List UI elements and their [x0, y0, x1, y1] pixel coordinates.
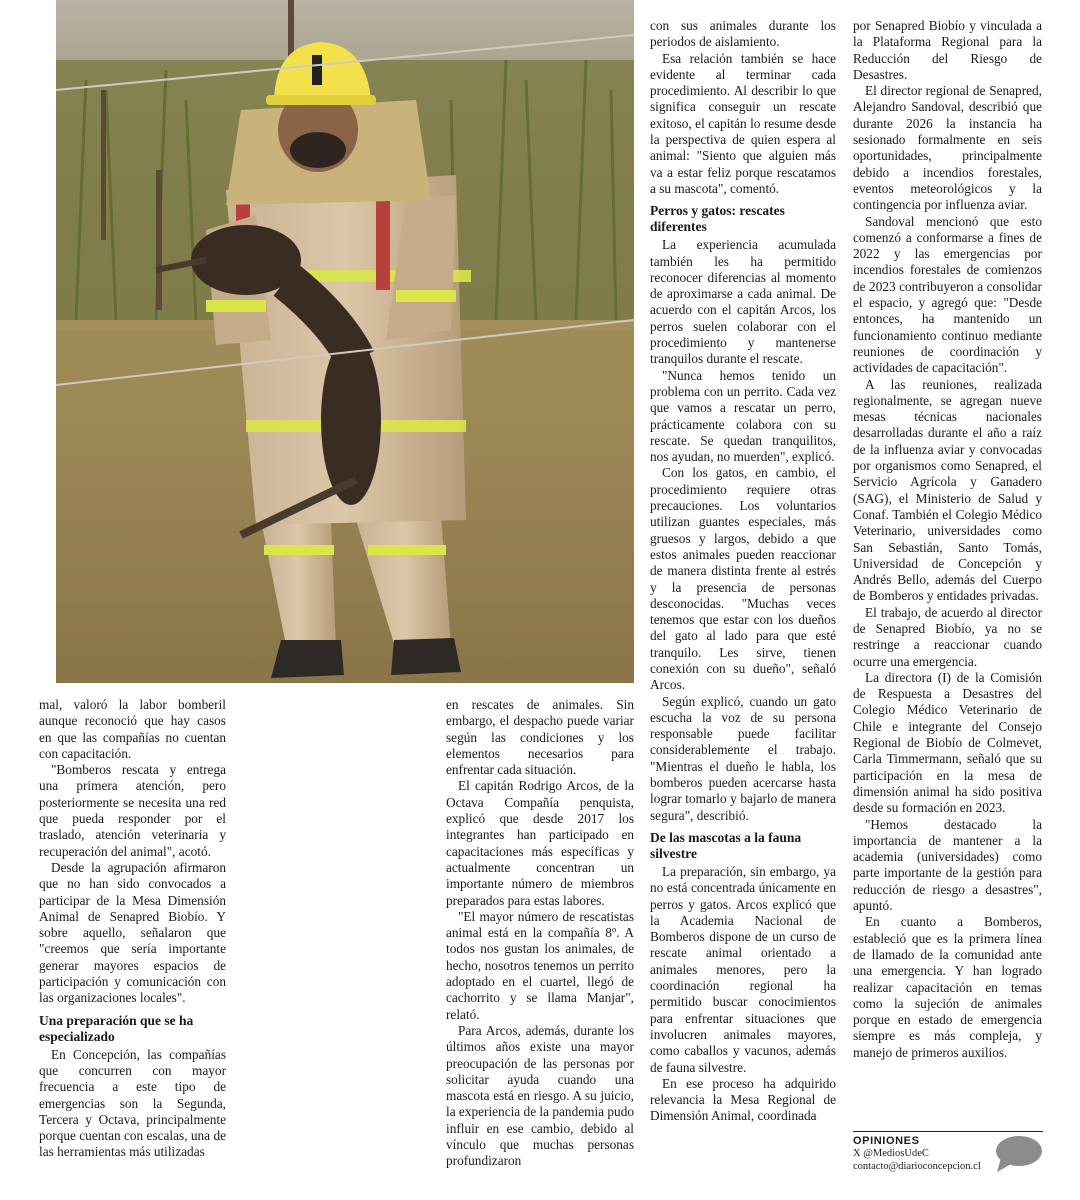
- paragraph: En cuanto a Bomberos, estableció que es la primera línea de llamado de la comunidad ante una emergencia. Y han logrado realizar capacitación en temas como la sujeción de animales porque en estado de emergencia siempre es más compleja, y manejo de primeros auxilios.: [853, 914, 1042, 1060]
- paragraph: Desde la agrupación afirmaron que no han sido convocados a participar de la Mesa Dimensión Animal de Senapred Biobío. Y sobre aquello, señalaron que "creemos que sería importante generar mayores espacios de participación y comunicación con las organizaciones locales".: [39, 859, 226, 1006]
- paragraph: En Concepción, las compañías que concurren con mayor frecuencia a este tipo de emergencias son la Segunda, Tercera y Octava, principalmente porque cuentan con escalas, una de las herramientas más utilizadas: [39, 1046, 226, 1160]
- article-column-3: [650, 18, 836, 1188]
- paragraph: en rescates de animales. Sin embargo, el despacho puede variar según las condiciones y los elementos necesarios para enfrentar cada situación.: [446, 697, 634, 778]
- paragraph: "Bomberos rescata y entrega una primera atención, pero posteriormente se necesita una red que pueda responder por el traslado, atención veterinaria y recuperación del animal", acotó.: [39, 762, 226, 859]
- paragraph: con sus animales durante los periodos de aislamiento.: [650, 18, 836, 50]
- article-column-4: [853, 18, 1042, 1128]
- paragraph: Según explicó, cuando un gato escucha la voz de su persona responsable puede facilitar considerablemente el trabajo. "Mientras el dueño le habla, los bomberos pueden acercarse hasta lograr tomarlo y bajarlo de manera segura", describió.: [650, 693, 836, 823]
- paragraph: mal, valoró la labor bomberil aunque reconoció que hay casos en que las compañías no cuentan con capacitación.: [39, 697, 226, 761]
- opinions-footer: [853, 1131, 1043, 1192]
- paragraph: por Senapred Biobío y vinculada a la Plataforma Regional para la Reducción del Riesgo de Desastres.: [853, 18, 1042, 82]
- paragraph: "Nunca hemos tenido un problema con un perrito. Cada vez que vamos a rescatar un perro, prácticamente colabora con su rescate. Se quedan tranquilitos, nos ayudan, no muerden", explicó.: [650, 367, 836, 465]
- paragraph: La directora (I) de la Comisión de Respuesta a Desastres del Colegio Médico Veterinario de Chile e integrante del Consejo Regional de Biobío de Colmevet, Carla Timmermann, señaló que su participación en la mesa de dimensión animal ha sido positiva desde su formación en 2023.: [853, 669, 1042, 816]
- section-heading: De las mascotas a la fauna silvestre: [650, 829, 802, 861]
- paragraph: El director regional de Senapred, Alejandro Sandoval, describió que durante 2026 la instancia ha sesionado formalmente en seis oportunidades, principalmente debido a incendios forestales, eventos meteorológicos y la contingencia por influenza aviar.: [853, 83, 1042, 213]
- paragraph: A las reuniones, realizada regionalmente, se agregan nueve mesas técnicas nacionales desarrolladas durante el año a raíz de la influenza aviar y convocadas por organismos como Senapred, el Servicio Agrícola y Ganadero (SAG), el Ministerio de Salud y Conaf. También el Colegio Médico Veterinario, universidades como San Sebastián, Santo Tomás, Universidad de Concepción y Andrés Bello, además del Cuerpo de Bomberos y entidades privadas.: [853, 376, 1042, 604]
- paragraph: "Hemos destacado la importancia de mantener a la academia (universidades) como parte importante de la gestión para reducción de riesgo a desastres", apuntó.: [853, 816, 1042, 914]
- paragraph: Sandoval mencionó que esto comenzó a conformarse a fines de 2022 y las emergencias por incendios forestales de comienzos de 2023 contribuyeron a consolidar el espacio, y agregó que: "Desde entonces, ha mantenido un funcionamiento continuo mediante reuniones de coordinación y actividades de capacitación".: [853, 213, 1042, 376]
- paragraph: El capitán Rodrigo Arcos, de la Octava Compañía penquista, explicó que desde 2017 los integrantes han participado en capacitaciones más específicas y actualmente concentran un importante número de miembros preparados para estas labores.: [446, 778, 634, 908]
- paragraph: Con los gatos, en cambio, el procedimiento requiere otras precauciones. Los voluntarios utilizan guantes especiales, más gruesos y largos, debido a que estos animales pueden reaccionar de manera distinta frente al estrés y la presencia de personas desconocidas. "Muchas veces tenemos que estar con los dueños del gato al lado para que esté tranquilo. Les sirve, tienen conexión con su dueño", señaló Arcos.: [650, 465, 836, 693]
- article-column-1: [39, 697, 226, 1187]
- paragraph: Esa relación también se hace evidente al terminar cada procedimiento. Al describir lo que significa conseguir un rescate exitoso, el capitán lo resume desde la perspectiva de quien espera al animal: "Siento que alguien más va a estar feliz porque rescatamos a su mascota", comentó.: [650, 50, 836, 196]
- paragraph: Para Arcos, además, durante los últimos años existe una mayor preocupación de las personas por solicitar ayuda cuando una mascota está en riesgo. A su juicio, la experiencia de la pandemia pudo influir en ese cambio, debido al vínculo que muchas personas profundizaron: [446, 1022, 634, 1169]
- contact-email[interactable]: contacto@diarioconcepcion.cl: [853, 1161, 981, 1172]
- section-heading: Una preparación que se ha especializado: [39, 1012, 194, 1044]
- paragraph: La preparación, sin embargo, ya no está concentrada únicamente en perros y gatos. Arcos explicó que la Academia Nacional de Bomberos dispone de un curso de rescate animal orientado a animales menores, pero la coordinación regional ha permitido buscar conocimientos para enfrentar situaciones que involucren animales mayores, como caballos y vacunos, además de fauna silvestre.: [650, 863, 836, 1075]
- opinions-label: OPINIONES: [853, 1135, 920, 1147]
- section-heading: Perros y gatos: rescates diferentes: [650, 203, 785, 235]
- paragraph: El trabajo, de acuerdo al director de Senapred Biobío, ya no se restringe a reaccionar cuando ocurre una emergencia.: [853, 604, 1042, 669]
- paragraph: En ese proceso ha adquirido relevancia la Mesa Regional de Dimensión Animal, coordinada: [650, 1075, 836, 1124]
- social-handle[interactable]: X @MediosUdeC: [853, 1148, 929, 1159]
- paragraph: "El mayor número de rescatistas animal está en la compañía 8º. A todos nos gustan los animales, de hecho, nosotros tenemos un perrito adoptado en el cuartel, llegó de cachorrito y se llama Manjar", relató.: [446, 908, 634, 1022]
- article-photo: [56, 0, 634, 683]
- paragraph: La experiencia acumulada también les ha permitido reconocer diferencias al momento de aproximarse a cada animal. De acuerdo con el capitán Arcos, los perros suelen colaborar con el procedimiento y mantenerse tranquilos durante el rescate.: [650, 237, 836, 367]
- speech-bubble-icon: [993, 1134, 1043, 1174]
- article-column-2: [446, 697, 634, 1187]
